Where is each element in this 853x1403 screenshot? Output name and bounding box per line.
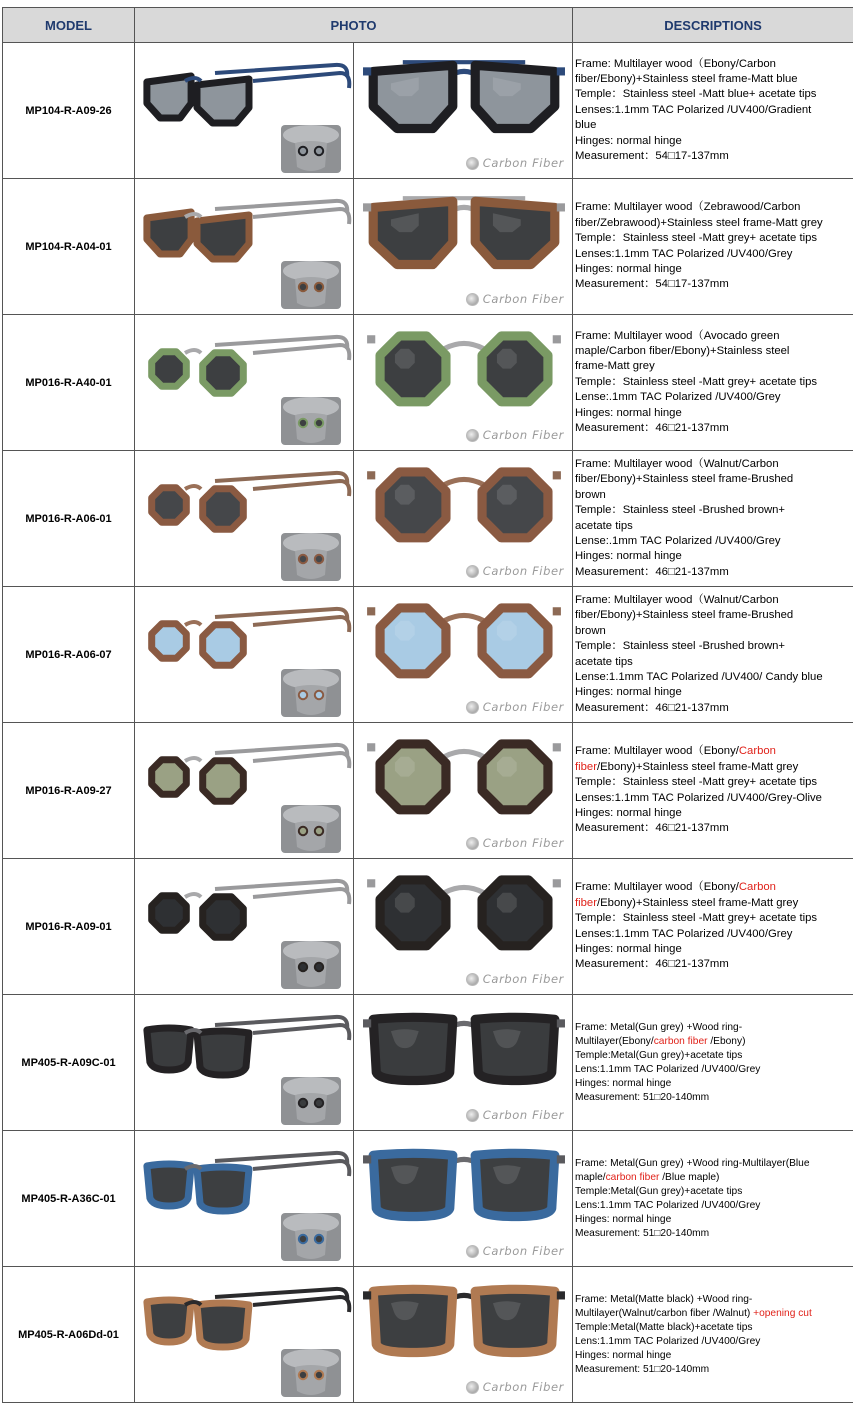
mannequin-thumbnail (281, 1349, 341, 1397)
glasses-angle-drawing (152, 745, 350, 801)
description-text: Measurement：54□17-137mm (575, 150, 729, 162)
description-text: Frame: Multilayer wood（Walnut/Carbon (575, 458, 779, 470)
description-line (575, 57, 853, 72)
description-line (575, 1157, 853, 1171)
glasses-front-drawing (367, 743, 561, 810)
model-number: MP016-R-A09-27 (3, 723, 135, 859)
description-line (575, 390, 853, 405)
description-line (575, 247, 853, 262)
description-line (575, 791, 853, 806)
description-line (575, 216, 853, 231)
description-line (575, 134, 853, 149)
watermark-text: Carbon Fiber (483, 428, 564, 442)
product-row (3, 1131, 853, 1267)
mannequin-thumbnail (281, 125, 341, 173)
description-text: Measurement：46□21-137mm (575, 566, 729, 578)
glasses-front-drawing (363, 1153, 565, 1216)
description-text: Lense:.1mm TAC Polarized /UV400/Grey (575, 391, 781, 403)
description-line (575, 1035, 853, 1049)
watermark-badge-icon (466, 1109, 479, 1122)
carbon-fiber-watermark (466, 700, 564, 714)
watermark-badge-icon (466, 973, 479, 986)
photo-front-view (354, 43, 573, 179)
product-row (3, 1267, 853, 1403)
photo-front-view (354, 451, 573, 587)
carbon-fiber-watermark (466, 972, 564, 986)
mannequin-thumbnail (281, 261, 341, 309)
description-line (575, 880, 853, 895)
description-text: Hinges: normal hinge (575, 1214, 671, 1225)
description-line (575, 744, 853, 759)
description-text: Frame: Multilayer wood（Walnut/Carbon (575, 594, 779, 606)
description-text: Frame: Metal(Gun grey) +Wood ring-Multilayer(Blue (575, 1158, 810, 1169)
carbon-fiber-watermark (466, 836, 564, 850)
watermark-text: Carbon Fiber (483, 1244, 564, 1258)
description-line (575, 1321, 853, 1335)
product-row (3, 451, 853, 587)
description-text: Hinges: normal hinge (575, 550, 682, 562)
description-cell (573, 1267, 853, 1403)
model-number: MP016-R-A06-07 (3, 587, 135, 723)
description-line (575, 87, 853, 102)
description-line (575, 624, 853, 639)
watermark-badge-icon (466, 837, 479, 850)
glasses-angle-drawing (147, 1289, 349, 1347)
photo-front-view (354, 723, 573, 859)
description-cell (573, 995, 853, 1131)
product-row (3, 315, 853, 451)
description-text: acetate tips (575, 656, 633, 668)
description-line (575, 344, 853, 359)
mannequin-thumbnail (281, 669, 341, 717)
description-text: fiber/Ebony)+Stainless steel frame-Brushed (575, 473, 793, 485)
glasses-front-drawing (363, 1017, 565, 1080)
description-line (575, 118, 853, 133)
mannequin-thumbnail (281, 1213, 341, 1261)
description-line (575, 329, 853, 344)
description-text: Measurement: 51□20-140mm (575, 1364, 709, 1375)
description-text: Hinges: normal hinge (575, 943, 682, 955)
description-text: Temple：Stainless steel -Matt grey+ acetate tips (575, 776, 817, 788)
glasses-angle-drawing (147, 1017, 349, 1075)
photo-front-view (354, 179, 573, 315)
watermark-badge-icon (466, 701, 479, 714)
description-line (575, 1171, 853, 1185)
description-text: Multilayer(Walnut/carbon fiber /Walnut) (575, 1308, 753, 1319)
product-row (3, 723, 853, 859)
description-text: Measurement：46□21-137mm (575, 422, 729, 434)
description-line (575, 639, 853, 654)
photo-front-view (354, 1267, 573, 1403)
description-line (575, 457, 853, 472)
description-text: Temple：Stainless steel -Matt grey+ acetate tips (575, 376, 817, 388)
description-line (575, 1091, 853, 1105)
carbon-fiber-watermark (466, 1380, 564, 1394)
highlighted-text: Carbon (739, 881, 776, 893)
description-line (575, 1021, 853, 1035)
description-text: Lenses:1.1mm TAC Polarized /UV400/Grey (575, 248, 792, 260)
carbon-fiber-watermark (466, 292, 564, 306)
photo-angle-view (135, 451, 354, 587)
description-line (575, 262, 853, 277)
photo-angle-view (135, 859, 354, 995)
glasses-angle-drawing (147, 65, 349, 123)
description-line (575, 359, 853, 374)
description-cell (573, 43, 853, 179)
description-text: Lens:1.1mm TAC Polarized /UV400/Grey (575, 1336, 760, 1347)
glasses-front-drawing (363, 1289, 565, 1352)
carbon-fiber-watermark (466, 156, 564, 170)
description-text: Temple:Metal(Gun grey)+acetate tips (575, 1050, 742, 1061)
description-line (575, 957, 853, 972)
model-number: MP016-R-A06-01 (3, 451, 135, 587)
description-line (575, 1049, 853, 1063)
description-text: Lense:1.1mm TAC Polarized /UV400/ Candy blue (575, 671, 823, 683)
description-text: Lense:.1mm TAC Polarized /UV400/Grey (575, 535, 781, 547)
description-text: Frame: Multilayer wood（Ebony/ (575, 881, 739, 893)
description-text: Lens:1.1mm TAC Polarized /UV400/Grey (575, 1064, 760, 1075)
mannequin-thumbnail (281, 1077, 341, 1125)
model-number: MP016-R-A09-01 (3, 859, 135, 995)
description-line (575, 608, 853, 623)
watermark-badge-icon (466, 157, 479, 170)
description-line (575, 911, 853, 926)
description-text: Lenses:1.1mm TAC Polarized /UV400/Grey-Olive (575, 792, 822, 804)
description-text: brown (575, 489, 606, 501)
description-line (575, 927, 853, 942)
photo-angle-view (135, 43, 354, 179)
description-line (575, 200, 853, 215)
description-line (575, 1227, 853, 1241)
description-line (575, 1185, 853, 1199)
description-text: Lens:1.1mm TAC Polarized /UV400/Grey (575, 1200, 760, 1211)
header-row (3, 8, 853, 43)
glasses-angle-drawing (152, 337, 350, 393)
description-cell (573, 587, 853, 723)
description-text: Temple：Stainless steel -Matt grey+ acetate tips (575, 912, 817, 924)
highlighted-text: +opening cut (753, 1308, 812, 1319)
description-line (575, 655, 853, 670)
description-line (575, 375, 853, 390)
highlighted-text: carbon fiber (606, 1172, 660, 1183)
description-text: Temple：Stainless steel -Matt grey+ acetate tips (575, 232, 817, 244)
glasses-angle-drawing (152, 881, 350, 937)
glasses-front-drawing (367, 607, 561, 674)
description-line (575, 1335, 853, 1349)
product-row (3, 179, 853, 315)
description-cell (573, 451, 853, 587)
photo-front-view (354, 587, 573, 723)
description-text: Lenses:1.1mm TAC Polarized /UV400/Gradient (575, 104, 811, 116)
photo-front-view (354, 859, 573, 995)
description-text: Measurement: 51□20-140mm (575, 1228, 709, 1239)
description-cell (573, 315, 853, 451)
description-cell (573, 1131, 853, 1267)
description-line (575, 1349, 853, 1363)
model-number: MP405-R-A06Dd-01 (3, 1267, 135, 1403)
model-number: MP016-R-A40-01 (3, 315, 135, 451)
description-text: Multilayer(Ebony/ (575, 1036, 654, 1047)
photo-angle-view (135, 1131, 354, 1267)
photo-angle-view (135, 179, 354, 315)
description-text: frame-Matt grey (575, 360, 655, 372)
description-line (575, 488, 853, 503)
description-text: Temple:Metal(Matte black)+acetate tips (575, 1322, 753, 1333)
description-text: Measurement：46□21-137mm (575, 958, 729, 970)
description-text: Hinges: normal hinge (575, 1078, 671, 1089)
photo-angle-view (135, 1267, 354, 1403)
description-text: Temple：Stainless steel -Brushed brown+ (575, 504, 785, 516)
description-line (575, 593, 853, 608)
product-row (3, 859, 853, 995)
mannequin-thumbnail (281, 533, 341, 581)
glasses-angle-drawing (147, 1153, 349, 1211)
description-line (575, 519, 853, 534)
mannequin-thumbnail (281, 397, 341, 445)
description-text: Measurement：54□17-137mm (575, 278, 729, 290)
description-text: Temple：Stainless steel -Brushed brown+ (575, 640, 785, 652)
description-cell (573, 723, 853, 859)
description-text: Frame: Multilayer wood（Avocado green (575, 330, 780, 342)
description-line (575, 149, 853, 164)
photo-front-view (354, 315, 573, 451)
description-line (575, 670, 853, 685)
description-text: Hinges: normal hinge (575, 407, 682, 419)
description-text: Frame: Multilayer wood（Ebony/ (575, 745, 739, 757)
description-line (575, 103, 853, 118)
description-text: maple/Carbon fiber/Ebony)+Stainless steel (575, 345, 789, 357)
description-cell (573, 179, 853, 315)
description-text: Hinges: normal hinge (575, 1350, 671, 1361)
watermark-badge-icon (466, 293, 479, 306)
description-line (575, 1063, 853, 1077)
header-model: MODEL (3, 8, 135, 43)
glasses-front-drawing (367, 335, 561, 402)
description-text: fiber/Ebony)+Stainless steel frame-Matt blue (575, 73, 798, 85)
description-text: Temple:Metal(Gun grey)+acetate tips (575, 1186, 742, 1197)
description-line (575, 406, 853, 421)
description-text: /Ebony)+Stainless steel frame-Matt grey (597, 761, 798, 773)
mannequin-thumbnail (281, 805, 341, 853)
description-line (575, 1307, 853, 1321)
description-text: Frame: Metal(Matte black) +Wood ring- (575, 1294, 752, 1305)
description-cell (573, 859, 853, 995)
description-line (575, 1213, 853, 1227)
highlighted-text: carbon fiber (654, 1036, 708, 1047)
description-line (575, 231, 853, 246)
product-row (3, 995, 853, 1131)
glasses-angle-drawing (152, 609, 350, 665)
description-line (575, 701, 853, 716)
description-line (575, 685, 853, 700)
model-number: MP405-R-A36C-01 (3, 1131, 135, 1267)
description-text: blue (575, 119, 596, 131)
watermark-text: Carbon Fiber (483, 1108, 564, 1122)
mannequin-thumbnail (281, 941, 341, 989)
description-text: Hinges: normal hinge (575, 135, 682, 147)
description-text: Frame: Multilayer wood（Ebony/Carbon (575, 58, 776, 70)
highlighted-text: fiber (575, 761, 597, 773)
description-text: brown (575, 625, 606, 637)
model-number: MP104-R-A09-26 (3, 43, 135, 179)
description-text: Lenses:1.1mm TAC Polarized /UV400/Grey (575, 928, 792, 940)
model-number: MP405-R-A09C-01 (3, 995, 135, 1131)
watermark-text: Carbon Fiber (483, 972, 564, 986)
carbon-fiber-watermark (466, 1244, 564, 1258)
highlighted-text: Carbon (739, 745, 776, 757)
header-photo: PHOTO (135, 8, 573, 43)
description-line (575, 1199, 853, 1213)
description-line (575, 503, 853, 518)
watermark-badge-icon (466, 1245, 479, 1258)
watermark-text: Carbon Fiber (483, 292, 564, 306)
description-text: Hinges: normal hinge (575, 807, 682, 819)
photo-front-view (354, 1131, 573, 1267)
glasses-angle-drawing (147, 201, 349, 259)
description-text: Frame: Metal(Gun grey) +Wood ring- (575, 1022, 742, 1033)
description-line (575, 760, 853, 775)
description-line (575, 806, 853, 821)
watermark-text: Carbon Fiber (483, 156, 564, 170)
description-line (575, 534, 853, 549)
description-line (575, 565, 853, 580)
photo-angle-view (135, 995, 354, 1131)
glasses-front-drawing (367, 471, 561, 538)
description-text: fiber/Zebrawood)+Stainless steel frame-Matt grey (575, 217, 823, 229)
description-text: acetate tips (575, 520, 633, 532)
highlighted-text: fiber (575, 897, 597, 909)
description-line (575, 1363, 853, 1377)
glasses-front-drawing (367, 879, 561, 946)
description-text: /Blue maple) (659, 1172, 719, 1183)
photo-angle-view (135, 587, 354, 723)
glasses-angle-drawing (152, 473, 350, 529)
description-text: /Ebony) (708, 1036, 746, 1047)
photo-front-view (354, 995, 573, 1131)
description-text: Frame: Multilayer wood（Zebrawood/Carbon (575, 201, 800, 213)
description-line (575, 942, 853, 957)
carbon-fiber-watermark (466, 1108, 564, 1122)
photo-angle-view (135, 315, 354, 451)
description-line (575, 549, 853, 564)
product-row (3, 587, 853, 723)
description-text: Hinges: normal hinge (575, 263, 682, 275)
photo-angle-view (135, 723, 354, 859)
description-line (575, 1077, 853, 1091)
watermark-text: Carbon Fiber (483, 1380, 564, 1394)
description-line (575, 775, 853, 790)
carbon-fiber-watermark (466, 564, 564, 578)
description-text: /Ebony)+Stainless steel frame-Matt grey (597, 897, 798, 909)
description-text: Hinges: normal hinge (575, 686, 682, 698)
description-text: maple/ (575, 1172, 606, 1183)
description-line (575, 421, 853, 436)
description-text: Measurement：46□21-137mm (575, 702, 729, 714)
header-descriptions: DESCRIPTIONS (573, 8, 853, 43)
description-text: Measurement：46□21-137mm (575, 822, 729, 834)
description-line (575, 72, 853, 87)
carbon-fiber-watermark (466, 428, 564, 442)
product-spec-table (2, 7, 853, 1403)
model-number: MP104-R-A04-01 (3, 179, 135, 315)
product-row (3, 43, 853, 179)
description-text: Measurement: 51□20-140mm (575, 1092, 709, 1103)
watermark-badge-icon (466, 429, 479, 442)
description-line (575, 821, 853, 836)
description-line (575, 472, 853, 487)
glasses-front-drawing (363, 62, 565, 128)
description-text: Temple：Stainless steel -Matt blue+ acetate tips (575, 88, 816, 100)
watermark-text: Carbon Fiber (483, 836, 564, 850)
watermark-badge-icon (466, 565, 479, 578)
description-line (575, 277, 853, 292)
description-text: fiber/Ebony)+Stainless steel frame-Brushed (575, 609, 793, 621)
description-line (575, 1293, 853, 1307)
watermark-text: Carbon Fiber (483, 564, 564, 578)
description-line (575, 896, 853, 911)
glasses-front-drawing (363, 198, 565, 264)
watermark-badge-icon (466, 1381, 479, 1394)
watermark-text: Carbon Fiber (483, 700, 564, 714)
